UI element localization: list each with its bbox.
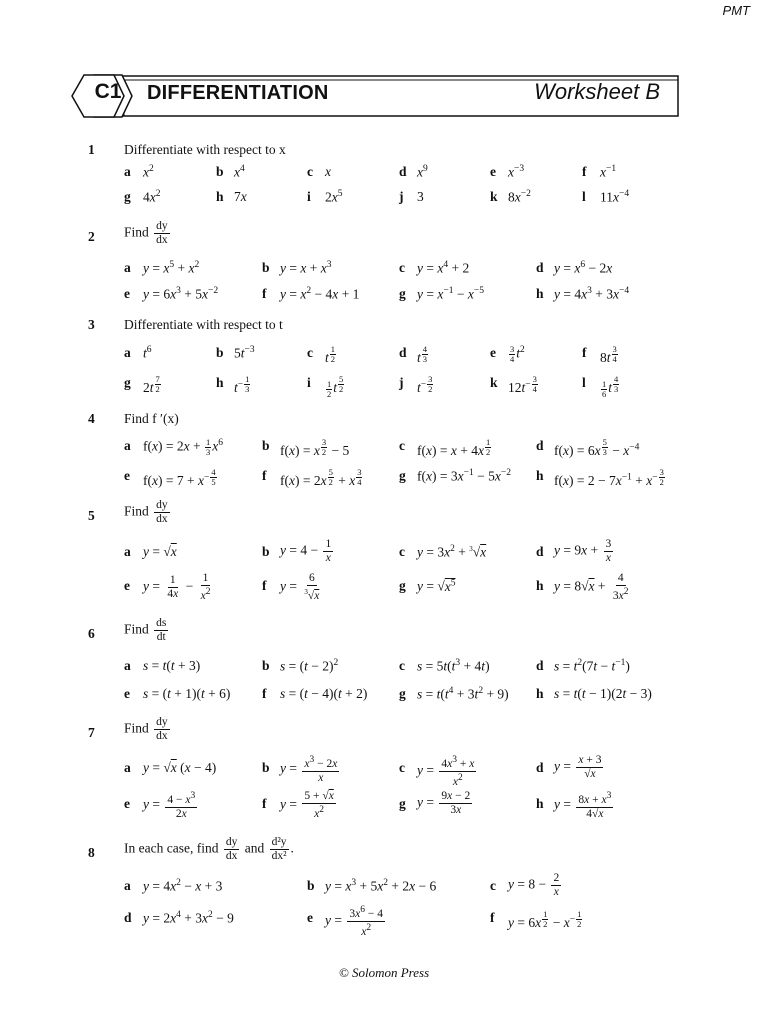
q4-text: Find f ′(x) <box>124 411 179 426</box>
q4c-label: c <box>399 438 405 453</box>
q3k-expr: $12t^{- \frac{3}{4}}$ <box>508 374 537 396</box>
q1f-expr: $x^{-1}$ <box>600 164 617 180</box>
q8e-label: e <box>307 910 313 925</box>
q4f-label: f <box>262 468 267 483</box>
q4f-expr: f(x) = 2x $^{\frac{5}{2}}$ + x $^{\frac{3}{4}}$ <box>280 467 362 489</box>
q2a-expr: $y = x^5 + x^2$ <box>143 260 200 276</box>
q3e-label: e <box>490 345 496 360</box>
q5e-expr: y = $\frac{1}{4x}$ − $\frac{1}{x^2}$ <box>143 572 211 602</box>
q2d-expr: $y = x^6 - 2x$ <box>554 260 613 276</box>
q5c-label: c <box>399 544 405 559</box>
q6b-label: b <box>262 658 270 673</box>
q3d-label: d <box>399 345 407 360</box>
q2d-label: d <box>536 260 544 275</box>
q1a-expr: $x^2$ <box>143 164 154 180</box>
q5g-expr: $y = √x^5$ <box>417 578 456 594</box>
q1h-expr: 7x <box>234 189 247 204</box>
q2h-expr: $y = 4x^3 + 3x^{-4}$ <box>554 286 630 302</box>
q7c-label: c <box>399 760 405 775</box>
q8c-expr: y = 8 − $\frac{2}{x}$ <box>508 872 560 898</box>
q5-number: 5 <box>88 508 95 523</box>
page-title: DIFFERENTIATION <box>147 82 329 104</box>
worksheet-banner <box>70 72 680 120</box>
q1b-expr: $x^4$ <box>234 164 245 180</box>
q7a-expr: y = √x (x − 4) <box>143 760 217 775</box>
q6-text: Find $\frac{ds}{dt}$ <box>124 617 167 643</box>
q3g-label: g <box>124 375 131 390</box>
q3c-label: c <box>307 345 313 360</box>
q5g-label: g <box>399 578 406 593</box>
q8a-expr: $y = 4x^2 - x + 3$ <box>143 878 223 894</box>
q8-text: In each case, find $\frac{dy}{dx}$ and $\frac{\text{d²y}}{\text{dx²}}$ . <box>124 836 294 862</box>
q8f-label: f <box>490 910 495 925</box>
q1l-label: l <box>582 189 586 204</box>
q7g-expr: y = $\frac{9x - 2}{3x}$ <box>417 790 471 816</box>
q4d-expr: f(x) = 6x $^{\frac{5}{3}}$ − $x^{-4}$ <box>554 437 640 459</box>
q5-text: Find $\frac{dy}{dx}$ <box>124 499 168 525</box>
q2c-label: c <box>399 260 405 275</box>
q1g-expr: $4x^2$ <box>143 189 161 205</box>
q3-text: Differentiate with respect to t <box>124 317 283 332</box>
q3j-expr: $t^{- \frac{3}{2}}$ <box>417 374 433 396</box>
dy-dx-fraction: $\frac{dy}{dx}$ <box>156 716 168 742</box>
q1e-label: e <box>490 164 496 179</box>
q6e-label: e <box>124 686 130 701</box>
q7b-label: b <box>262 760 270 775</box>
course-code: C1 <box>94 80 122 103</box>
worksheet-label: Worksheet B <box>534 79 660 104</box>
q4h-label: h <box>536 468 544 483</box>
q2g-expr: $y = x^{-1} - x^{-5}$ <box>417 286 484 302</box>
dy-dx-fraction: $\frac{dy}{dx}$ <box>156 499 168 525</box>
q1-text: Differentiate with respect to x <box>124 142 286 157</box>
q6f-expr: s = (t − 4)(t + 2) <box>280 686 368 701</box>
q7c-expr: y = $\frac{4x^3 + x}{x^2}$ <box>417 755 475 788</box>
q6g-label: g <box>399 686 406 701</box>
q3l-label: l <box>582 375 586 390</box>
q7a-label: a <box>124 760 131 775</box>
q1g-label: g <box>124 189 131 204</box>
q7h-expr: y = $\frac{8x + x^3}{4√x}$ <box>554 791 612 820</box>
q3j-label: j <box>399 375 404 390</box>
dy-dx-fraction: $\frac{dy}{dx}$ <box>156 220 168 246</box>
q5a-expr: y = √x <box>143 544 177 559</box>
q3h-expr: $t^{- \frac{1}{3}}$ <box>234 374 250 396</box>
q1h-label: h <box>216 189 224 204</box>
q6c-label: c <box>399 658 405 673</box>
q1i-expr: $2x^5$ <box>325 189 343 205</box>
q5c-expr: $y = 3x^2 + ^3√x$ <box>417 544 487 560</box>
q5e-label: e <box>124 578 130 593</box>
q7d-expr: y = $\frac{x + 3}{√x}$ <box>554 754 602 780</box>
q8a-label: a <box>124 878 131 893</box>
q7d-label: d <box>536 760 544 775</box>
q6a-label: a <box>124 658 131 673</box>
q5a-label: a <box>124 544 131 559</box>
q7f-expr: y = $\frac{5 + √x}{x^2}$ <box>280 790 334 820</box>
q2g-label: g <box>399 286 406 301</box>
q2e-expr: $y = 6x^3 + 5x^{-2}$ <box>143 286 219 302</box>
q5h-expr: y = 8√x + $\frac{4}{3x^2}$ <box>554 572 629 602</box>
q2-number: 2 <box>88 229 95 244</box>
q7g-label: g <box>399 796 406 811</box>
q3f-label: f <box>582 345 587 360</box>
q5d-expr: y = 9x + $\frac{3}{x}$ <box>554 538 612 564</box>
q7e-expr: y = $\frac{4 - x^3}{2x}$ <box>143 791 196 820</box>
q2b-label: b <box>262 260 270 275</box>
q4-number: 4 <box>88 411 95 426</box>
q3c-expr: t $^{\frac{1}{2}}$ <box>325 344 336 366</box>
q1l-expr: $11x^{-4}$ <box>600 189 630 205</box>
q1-number: 1 <box>88 142 95 157</box>
q4h-expr: $f(x) = 2 - 7x^{-1} + x^{- \frac{3}{2}}$ <box>554 467 664 489</box>
q6d-label: d <box>536 658 544 673</box>
q6d-expr: $s = t^2(7t - t^{-1})$ <box>554 658 630 674</box>
q6e-expr: s = (t + 1)(t + 6) <box>143 686 231 701</box>
q4b-expr: f(x) = x $^{\frac{3}{2}}$ − 5 <box>280 437 350 459</box>
q8-number: 8 <box>88 845 95 860</box>
q4e-expr: $f(x) = 7 + x^{- \frac{4}{5}}$ <box>143 467 216 489</box>
q5f-label: f <box>262 578 267 593</box>
pmt-label: PMT <box>722 3 750 18</box>
q1d-expr: $x^9$ <box>417 164 428 180</box>
q5b-expr: y = 4 − $\frac{1}{x}$ <box>280 538 332 564</box>
q1j-label: j <box>399 189 404 204</box>
q2-text: Find $\frac{dy}{dx}$ <box>124 220 168 246</box>
q8e-expr: y = $\frac{3x^6 - 4}{x^2}$ <box>325 905 383 938</box>
q1a-label: a <box>124 164 131 179</box>
q1d-label: d <box>399 164 407 179</box>
q6f-label: f <box>262 686 267 701</box>
q3b-expr: $5t^{-3}$ <box>234 345 255 361</box>
q3g-expr: 2t $^{\frac{7}{2}}$ <box>143 374 160 396</box>
q4e-label: e <box>124 468 130 483</box>
q6b-expr: $s = (t - 2)^2$ <box>280 658 339 674</box>
q8b-expr: $y = x^3 + 5x^2 + 2x - 6$ <box>325 878 437 894</box>
q1e-expr: $x^{-3}$ <box>508 164 525 180</box>
q6h-label: h <box>536 686 544 701</box>
q4a-label: a <box>124 438 131 453</box>
q4g-label: g <box>399 468 406 483</box>
q3i-expr: $\frac{1}{2}$ t $^{\frac{5}{2}}$ <box>327 374 344 399</box>
q4b-label: b <box>262 438 270 453</box>
q8d-expr: $y = 2x^4 + 3x^2 - 9$ <box>143 910 234 926</box>
q1k-label: k <box>490 189 498 204</box>
q1b-label: b <box>216 164 224 179</box>
q5f-expr: y = $\frac{6}{^3√x}$ <box>280 572 320 602</box>
q7b-expr: y = $\frac{x^3 - 2x}{x}$ <box>280 755 338 784</box>
q2h-label: h <box>536 286 544 301</box>
q8f-expr: y = 6x $^{\frac{1}{2}}$ − $x^{- \frac{1}{2}}$ <box>508 909 582 931</box>
q3b-label: b <box>216 345 224 360</box>
q6h-expr: s = t(t − 1)(2t − 3) <box>554 686 652 701</box>
q3a-label: a <box>124 345 131 360</box>
q5d-label: d <box>536 544 544 559</box>
q3f-expr: 8t $^{\frac{3}{4}}$ <box>600 344 617 366</box>
q4c-expr: f(x) = x + 4x $^{\frac{1}{2}}$ <box>417 437 491 459</box>
ds-dt-fraction: $\frac{ds}{dt}$ <box>156 617 167 643</box>
q8c-label: c <box>490 878 496 893</box>
q2f-expr: $y = x^2 - 4x + 1$ <box>280 286 360 302</box>
q1k-expr: $8x^{-2}$ <box>508 189 531 205</box>
q2c-expr: $y = x^4 + 2$ <box>417 260 470 276</box>
q1c-label: c <box>307 164 313 179</box>
dy-dx-fraction: $\frac{dy}{dx}$ <box>225 836 238 862</box>
q7h-label: h <box>536 796 544 811</box>
q2b-expr: $y = x + x^3$ <box>280 260 332 276</box>
q4d-label: d <box>536 438 544 453</box>
q6-number: 6 <box>88 626 95 641</box>
q3i-label: i <box>307 375 311 390</box>
q7e-label: e <box>124 796 130 811</box>
q1c-expr: x <box>325 164 331 179</box>
q2f-label: f <box>262 286 267 301</box>
q3-number: 3 <box>88 317 95 332</box>
q3d-expr: t $^{\frac{4}{3}}$ <box>417 344 428 366</box>
q7-text: Find $\frac{dy}{dx}$ <box>124 716 168 742</box>
q7-number: 7 <box>88 725 95 740</box>
q4a-expr: f(x) = 2x + $\frac{1}{3}$ $x^6$ <box>143 437 223 457</box>
q3k-label: k <box>490 375 498 390</box>
q2a-label: a <box>124 260 131 275</box>
q1j-expr: 3 <box>417 189 424 204</box>
q4g-expr: $f(x) = 3x^{-1} - 5x^{-2}$ <box>417 468 511 484</box>
q7f-label: f <box>262 796 267 811</box>
q1f-label: f <box>582 164 587 179</box>
q3l-expr: $\frac{1}{6}$ t $^{\frac{4}{3}}$ <box>602 374 619 399</box>
q8b-label: b <box>307 878 315 893</box>
q6c-expr: $s = 5t(t^3 + 4t)$ <box>417 658 490 674</box>
q1i-label: i <box>307 189 311 204</box>
q3h-label: h <box>216 375 224 390</box>
q8d-label: d <box>124 910 132 925</box>
q5b-label: b <box>262 544 270 559</box>
q5h-label: h <box>536 578 544 593</box>
q3a-expr: $t^6$ <box>143 345 152 361</box>
q6g-expr: $s = t(t^4 + 3t^2 + 9)$ <box>417 686 509 702</box>
d2y-dx2-fraction: $\frac{\text{d²y}}{\text{dx²}}$ <box>271 836 287 862</box>
q2e-label: e <box>124 286 130 301</box>
q3e-expr: $\frac{3}{4}$ $t^2$ <box>510 344 525 364</box>
q6a-expr: s = t(t + 3) <box>143 658 201 673</box>
footer-copyright: © Solomon Press <box>338 965 430 980</box>
